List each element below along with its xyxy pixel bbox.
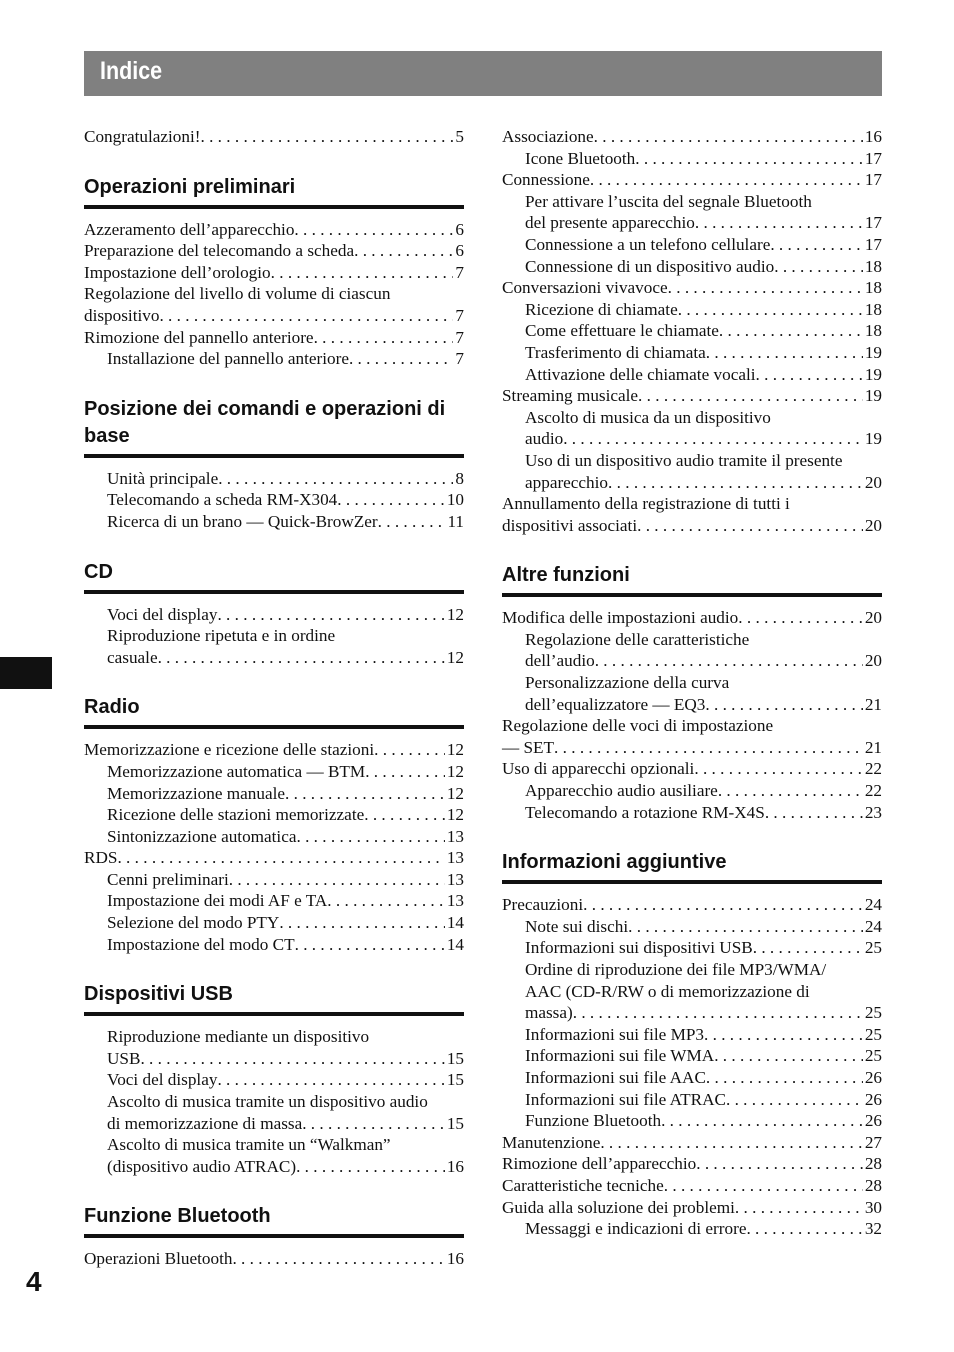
toc-entry[interactable]: [502, 472, 882, 494]
toc-page-number: 10: [446, 490, 464, 510]
dot-leader: [295, 934, 445, 956]
toc-column-left: [84, 126, 464, 1270]
toc-page-number: 26: [864, 1089, 882, 1109]
dot-leader: [302, 1113, 445, 1135]
toc-entry-text-line: Regolazione delle voci di impostazione: [502, 716, 774, 736]
dot-leader: [232, 1248, 444, 1270]
toc-entry-title: dell’equalizzatore — EQ3: [525, 694, 706, 714]
toc-entry[interactable]: [502, 737, 882, 759]
toc-entry[interactable]: [502, 234, 882, 256]
toc-entry-title: Voci del display: [107, 604, 218, 624]
dot-leader: [349, 348, 453, 370]
toc-entry[interactable]: [502, 937, 882, 959]
dot-leader: [217, 1069, 444, 1091]
toc-entry-title: Informazioni sui file ATRAC: [525, 1089, 726, 1109]
dot-leader: [554, 737, 863, 759]
toc-page-number: 27: [864, 1132, 882, 1152]
toc-page-number: 18: [864, 256, 882, 276]
toc-entry-title: Streaming musicale: [502, 386, 639, 406]
toc-page-number: 12: [446, 761, 464, 781]
toc-page-number: 6: [455, 241, 464, 261]
section-heading: Informazioni aggiuntive: [502, 849, 882, 884]
toc-entry-title: del presente apparecchio: [525, 213, 695, 233]
toc-entry-text-line: Regolazione del livello di volume di ciascun: [84, 284, 391, 304]
toc-entry[interactable]: [84, 826, 464, 848]
toc-entry[interactable]: [502, 894, 882, 916]
dot-leader: [296, 1156, 445, 1178]
toc-entry[interactable]: [502, 1110, 882, 1132]
toc-entry[interactable]: [502, 1197, 882, 1219]
toc-entry-title: RDS: [84, 848, 118, 868]
dot-leader: [608, 472, 863, 494]
toc-entry[interactable]: [84, 761, 464, 783]
toc-entry-title: di memorizzazione di massa: [107, 1113, 303, 1133]
dot-leader: [365, 761, 445, 783]
dot-leader: [117, 847, 444, 869]
section-tab-marker: [0, 657, 52, 689]
dot-leader: [774, 256, 863, 278]
dot-leader: [294, 219, 453, 241]
toc-entry[interactable]: [502, 802, 882, 824]
toc-page-number: 15: [446, 1048, 464, 1068]
toc-entry[interactable]: [84, 890, 464, 912]
dot-leader: [678, 299, 863, 321]
toc-page-number: 25: [864, 1024, 882, 1044]
toc-page-number: 15: [446, 1070, 464, 1090]
dot-leader: [218, 468, 453, 490]
dot-leader: [583, 894, 863, 916]
toc-page-number: 7: [455, 305, 464, 325]
dot-leader: [738, 607, 863, 629]
toc-entry[interactable]: [84, 804, 464, 826]
toc-entry-title: casuale: [107, 647, 158, 667]
toc-entry-title: Attivazione delle chiamate vocali: [525, 364, 756, 384]
dot-leader: [364, 804, 445, 826]
toc-entry[interactable]: [84, 1113, 464, 1135]
toc-page-number: 7: [455, 327, 464, 347]
toc-entry-title: Conversazioni vivavoce: [502, 278, 668, 298]
toc-entry[interactable]: [502, 148, 882, 170]
toc-entry[interactable]: [84, 511, 464, 533]
toc-page-number: 21: [864, 737, 882, 757]
dot-leader: [756, 364, 863, 386]
toc-page-number: 19: [864, 429, 882, 449]
toc-entry-title: Funzione Bluetooth: [525, 1111, 662, 1131]
toc-page-number: 32: [864, 1219, 882, 1239]
toc-entry[interactable]: [502, 320, 882, 342]
dot-leader: [296, 826, 444, 848]
dot-leader: [705, 694, 862, 716]
toc-entry[interactable]: [84, 468, 464, 490]
dot-leader: [770, 234, 862, 256]
toc-entry-title: Come effettuare le chiamate: [525, 321, 719, 341]
toc-entry[interactable]: [84, 739, 464, 761]
toc-entry[interactable]: [502, 916, 882, 938]
toc-entry[interactable]: [84, 489, 464, 511]
dot-leader: [695, 212, 863, 234]
toc-entry-title: Selezione del modo PTY: [107, 913, 280, 933]
dot-leader: [600, 1132, 862, 1154]
toc-entry-title: Cenni preliminari: [107, 869, 229, 889]
toc-page-number: 15: [446, 1113, 464, 1133]
toc-page-number: 19: [864, 342, 882, 362]
dot-leader: [718, 780, 863, 802]
dot-leader: [573, 1002, 863, 1024]
toc-entry[interactable]: [84, 604, 464, 626]
toc-entry[interactable]: [84, 327, 464, 349]
dot-leader: [735, 1197, 863, 1219]
toc-entry-title: apparecchio: [525, 472, 609, 492]
toc-entry-text-line: AAC (CD-R/RW o di memorizzazione di: [525, 981, 810, 1001]
dot-leader: [753, 937, 863, 959]
toc-entry[interactable]: [502, 342, 882, 364]
toc-page-number: 26: [864, 1067, 882, 1087]
dot-leader: [159, 305, 453, 327]
toc-page-number: 30: [864, 1197, 882, 1217]
toc-entry-text-line: Per attivare l’uscita del segnale Bluetooth: [525, 191, 812, 211]
dot-leader: [765, 802, 863, 824]
toc-page-number: 22: [864, 759, 882, 779]
dot-leader: [354, 240, 453, 262]
toc-page-number: 5: [455, 127, 464, 146]
toc-entry-title: Ricezione delle stazioni memorizzate: [107, 805, 365, 825]
dot-leader: [706, 1067, 863, 1089]
toc-entry-title: Azzeramento dell’apparecchio: [84, 219, 295, 239]
dot-leader: [704, 1024, 863, 1046]
toc-entry-title: Caratteristiche tecniche: [502, 1175, 664, 1195]
dot-leader: [337, 489, 445, 511]
toc-page-number: 18: [864, 299, 882, 319]
dot-leader: [638, 385, 863, 407]
toc-entry-text-line: Ascolto di musica tramite un dispositivo audio: [107, 1092, 428, 1112]
toc-page-number: 7: [455, 349, 464, 369]
toc-entry-text-line: Riproduzione mediante un dispositivo: [107, 1027, 370, 1047]
toc-entry-title: Informazioni sui file AAC: [525, 1067, 706, 1087]
dot-leader: [378, 511, 446, 533]
dot-leader: [279, 912, 444, 934]
dot-leader: [635, 148, 863, 170]
toc-entry-text-line: Regolazione delle caratteristiche: [525, 629, 750, 649]
toc-entry-title: Ricerca di un brano — Quick-BrowZer: [107, 511, 378, 531]
toc-page-number: 16: [446, 1156, 464, 1176]
section-heading: CD: [84, 559, 464, 594]
toc-entry-title: Impostazione del modo CT: [107, 934, 295, 954]
toc-entry-title: Precauzioni: [502, 895, 584, 915]
toc-page-number: 24: [864, 916, 882, 936]
toc-page-number: 20: [864, 608, 882, 628]
toc-page-number: 18: [864, 321, 882, 341]
toc-entry[interactable]: [502, 1218, 882, 1240]
toc-page-number: 19: [864, 386, 882, 406]
toc-entry-title: Messaggi e indicazioni di errore: [525, 1219, 747, 1239]
toc-entry[interactable]: [502, 1175, 882, 1197]
toc-entry[interactable]: [84, 305, 464, 327]
toc-entry[interactable]: [84, 1048, 464, 1070]
title-bar: [84, 51, 882, 96]
toc-entry[interactable]: [502, 256, 882, 278]
toc-entry-title: Connessione: [502, 170, 590, 190]
toc-entry-title: massa): [525, 1003, 573, 1023]
toc-entry-title: Uso di apparecchi opzionali: [502, 759, 695, 779]
toc-entry-title: Memorizzazione e ricezione delle stazioni: [84, 740, 375, 760]
dot-leader: [271, 262, 454, 284]
toc-page-number: 12: [446, 740, 464, 760]
toc-entry-title: Congratulazioni!: [84, 127, 201, 146]
toc-page-number: 16: [446, 1249, 464, 1269]
toc-entry-title: Impostazione dell’orologio: [84, 262, 271, 282]
toc-page-number: 17: [864, 148, 882, 168]
toc-entry-text-line: Personalizzazione della curva: [525, 673, 730, 693]
toc-entry-title: Preparazione del telecomando a scheda: [84, 241, 355, 261]
toc-entry[interactable]: [502, 607, 882, 629]
toc-page-number: 28: [864, 1154, 882, 1174]
dot-leader: [563, 428, 863, 450]
toc-entry-title: Icone Bluetooth: [525, 148, 636, 168]
toc-entry-title: Guida alla soluzione dei problemi: [502, 1197, 735, 1217]
toc-entry-title: Rimozione dell’apparecchio: [502, 1154, 697, 1174]
toc-entry-title: Memorizzazione automatica — BTM: [107, 761, 366, 781]
toc-page-number: 23: [864, 802, 882, 822]
dot-leader: [217, 604, 444, 626]
toc-entry-title: Operazioni Bluetooth: [84, 1249, 233, 1269]
toc-page-number: 22: [864, 781, 882, 801]
toc-entry-text-line: Uso di un dispositivo audio tramite il presente: [525, 450, 843, 470]
toc-page-number: 6: [455, 219, 464, 239]
toc-page-number: 12: [446, 783, 464, 803]
dot-leader: [595, 650, 863, 672]
toc-entry[interactable]: [502, 1089, 882, 1111]
toc-entry[interactable]: [84, 934, 464, 956]
toc-page-number: 11: [447, 511, 464, 531]
section-heading: Operazioni preliminari: [84, 174, 464, 209]
toc-entry[interactable]: [84, 126, 464, 148]
toc-entry-title: Telecomando a rotazione RM-X4S: [525, 802, 765, 822]
toc-entry[interactable]: [502, 758, 882, 780]
toc-page-number: 18: [864, 278, 882, 298]
toc-page-number: 26: [864, 1111, 882, 1131]
toc-column-right: [502, 126, 882, 1240]
toc-entry-text-line: Ascolto di musica tramite un “Walkman”: [107, 1135, 391, 1155]
toc-page-number: 12: [446, 604, 464, 624]
toc-entry-title: Sintonizzazione automatica: [107, 826, 297, 846]
toc-entry-title: Rimozione del pannello anteriore: [84, 327, 314, 347]
toc-page-number: 25: [864, 1003, 882, 1023]
toc-entry[interactable]: [502, 277, 882, 299]
toc-entry[interactable]: [502, 126, 882, 148]
dot-leader: [706, 342, 863, 364]
toc-entry[interactable]: [502, 169, 882, 191]
toc-entry-text-line: Riproduzione ripetuta e in ordine: [107, 626, 336, 646]
toc-page-number: 25: [864, 938, 882, 958]
toc-page-number: 14: [446, 913, 464, 933]
toc-entry-text-line: Ascolto di musica da un dispositivo: [525, 407, 771, 427]
toc-entry[interactable]: [502, 780, 882, 802]
toc-entry-title: Manutenzione: [502, 1132, 601, 1152]
page-title: Indice: [100, 57, 163, 85]
toc-entry-text-line: Annullamento della registrazione di tutti i: [502, 494, 790, 514]
toc-entry[interactable]: [502, 1024, 882, 1046]
toc-page-number: 17: [864, 213, 882, 233]
toc-page-number: 17: [864, 234, 882, 254]
toc-page-number: 13: [446, 848, 464, 868]
section-heading: Posizione dei comandi e operazioni di base: [84, 396, 464, 458]
toc-page-number: 7: [455, 262, 464, 282]
dot-leader: [668, 277, 863, 299]
toc-entry[interactable]: [502, 515, 882, 537]
dot-leader: [719, 320, 863, 342]
section-heading: Funzione Bluetooth: [84, 1203, 464, 1238]
toc-entry[interactable]: [502, 1153, 882, 1175]
toc-entry[interactable]: [502, 299, 882, 321]
toc-entry-title: Voci del display: [107, 1070, 218, 1090]
toc-entry[interactable]: [84, 912, 464, 934]
toc-entry[interactable]: [84, 1248, 464, 1270]
toc-entry[interactable]: [502, 428, 882, 450]
dot-leader: [285, 783, 445, 805]
dot-leader: [746, 1218, 862, 1240]
toc-page-number: 16: [864, 127, 882, 146]
toc-entry-title: Unità principale: [107, 468, 219, 488]
toc-entry[interactable]: [84, 1069, 464, 1091]
dot-leader: [229, 869, 445, 891]
dot-leader: [726, 1089, 863, 1111]
toc-entry-title: Modifica delle impostazioni audio: [502, 608, 739, 628]
toc-entry[interactable]: [502, 694, 882, 716]
toc-entry-title: (dispositivo audio ATRAC): [107, 1156, 297, 1176]
section-heading: Radio: [84, 694, 464, 729]
dot-leader: [327, 890, 445, 912]
dot-leader: [637, 515, 863, 537]
toc-page-number: 20: [864, 472, 882, 492]
toc-entry[interactable]: [502, 1002, 882, 1024]
toc-entry[interactable]: [502, 1132, 882, 1154]
toc-entry[interactable]: [84, 240, 464, 262]
toc-entry-title: Apparecchio audio ausiliare: [525, 781, 718, 801]
toc-entry[interactable]: [84, 647, 464, 669]
toc-page-number: 13: [446, 826, 464, 846]
toc-entry[interactable]: [84, 847, 464, 869]
toc-entry[interactable]: [84, 348, 464, 370]
toc-page-number: 25: [864, 1046, 882, 1066]
toc-entry[interactable]: [84, 219, 464, 241]
toc-page-number: 19: [864, 364, 882, 384]
toc-page-number: 20: [864, 651, 882, 671]
toc-entry-title: — SET: [502, 737, 555, 757]
toc-entry-title: Informazioni sui file WMA: [525, 1046, 715, 1066]
toc-entry[interactable]: [502, 364, 882, 386]
toc-page-number: 14: [446, 934, 464, 954]
toc-entry-title: Informazioni sui file MP3: [525, 1024, 705, 1044]
toc-entry[interactable]: [502, 212, 882, 234]
toc-entry-title: dispositivo: [84, 305, 160, 325]
dot-leader: [140, 1048, 444, 1070]
toc-entry-title: Informazioni sui dispositivi USB: [525, 938, 753, 958]
dot-leader: [200, 126, 453, 148]
toc-entry-title: audio: [525, 429, 564, 449]
toc-entry[interactable]: [84, 783, 464, 805]
toc-page-number: 28: [864, 1175, 882, 1195]
toc-entry-title: dispositivi associati: [502, 515, 638, 535]
toc-page-number: 12: [446, 805, 464, 825]
dot-leader: [314, 327, 454, 349]
toc-page-number: 13: [446, 891, 464, 911]
toc-page-number: 21: [864, 694, 882, 714]
toc-entry-title: Impostazione dei modi AF e TA: [107, 891, 328, 911]
dot-leader: [714, 1045, 863, 1067]
toc-entry[interactable]: [502, 1067, 882, 1089]
toc-entry[interactable]: [502, 650, 882, 672]
toc-entry-title: Connessione di un dispositivo audio: [525, 256, 775, 276]
toc-page-number: 24: [864, 895, 882, 915]
toc-entry-title: Telecomando a scheda RM-X304: [107, 490, 338, 510]
toc-entry-title: Associazione: [502, 127, 594, 146]
toc-page-number: 17: [864, 170, 882, 190]
toc-entry-title: dell’audio: [525, 651, 595, 671]
dot-leader: [594, 126, 863, 148]
toc-entry-title: Installazione del pannello anteriore: [107, 349, 349, 369]
toc-entry[interactable]: [84, 1156, 464, 1178]
toc-entry-title: Connessione a un telefono cellulare: [525, 234, 771, 254]
toc-page-number: 8: [455, 468, 464, 488]
toc-entry[interactable]: [84, 262, 464, 284]
dot-leader: [628, 916, 863, 938]
toc-entry-text-line: Ordine di riproduzione dei file MP3/WMA/: [525, 960, 827, 979]
section-heading: Dispositivi USB: [84, 981, 464, 1016]
dot-leader: [374, 739, 445, 761]
toc-entry-title: Ricezione di chiamate: [525, 299, 678, 319]
toc-entry-title: Note sui dischi: [525, 916, 629, 936]
dot-leader: [694, 758, 862, 780]
dot-leader: [158, 647, 445, 669]
dot-leader: [696, 1153, 863, 1175]
toc-entry[interactable]: [84, 869, 464, 891]
toc-page-number: 20: [864, 515, 882, 535]
toc-page-number: 13: [446, 869, 464, 889]
toc-entry-title: Trasferimento di chiamata: [525, 342, 706, 362]
dot-leader: [664, 1175, 863, 1197]
dot-leader: [590, 169, 863, 191]
toc-page-number: 12: [446, 647, 464, 667]
section-heading: Altre funzioni: [502, 562, 882, 597]
toc-entry[interactable]: [502, 385, 882, 407]
page-number: 4: [26, 1266, 42, 1297]
dot-leader: [661, 1110, 863, 1132]
toc-entry[interactable]: [502, 1045, 882, 1067]
toc-entry-title: USB: [107, 1048, 141, 1068]
toc-entry-title: Memorizzazione manuale: [107, 783, 285, 803]
